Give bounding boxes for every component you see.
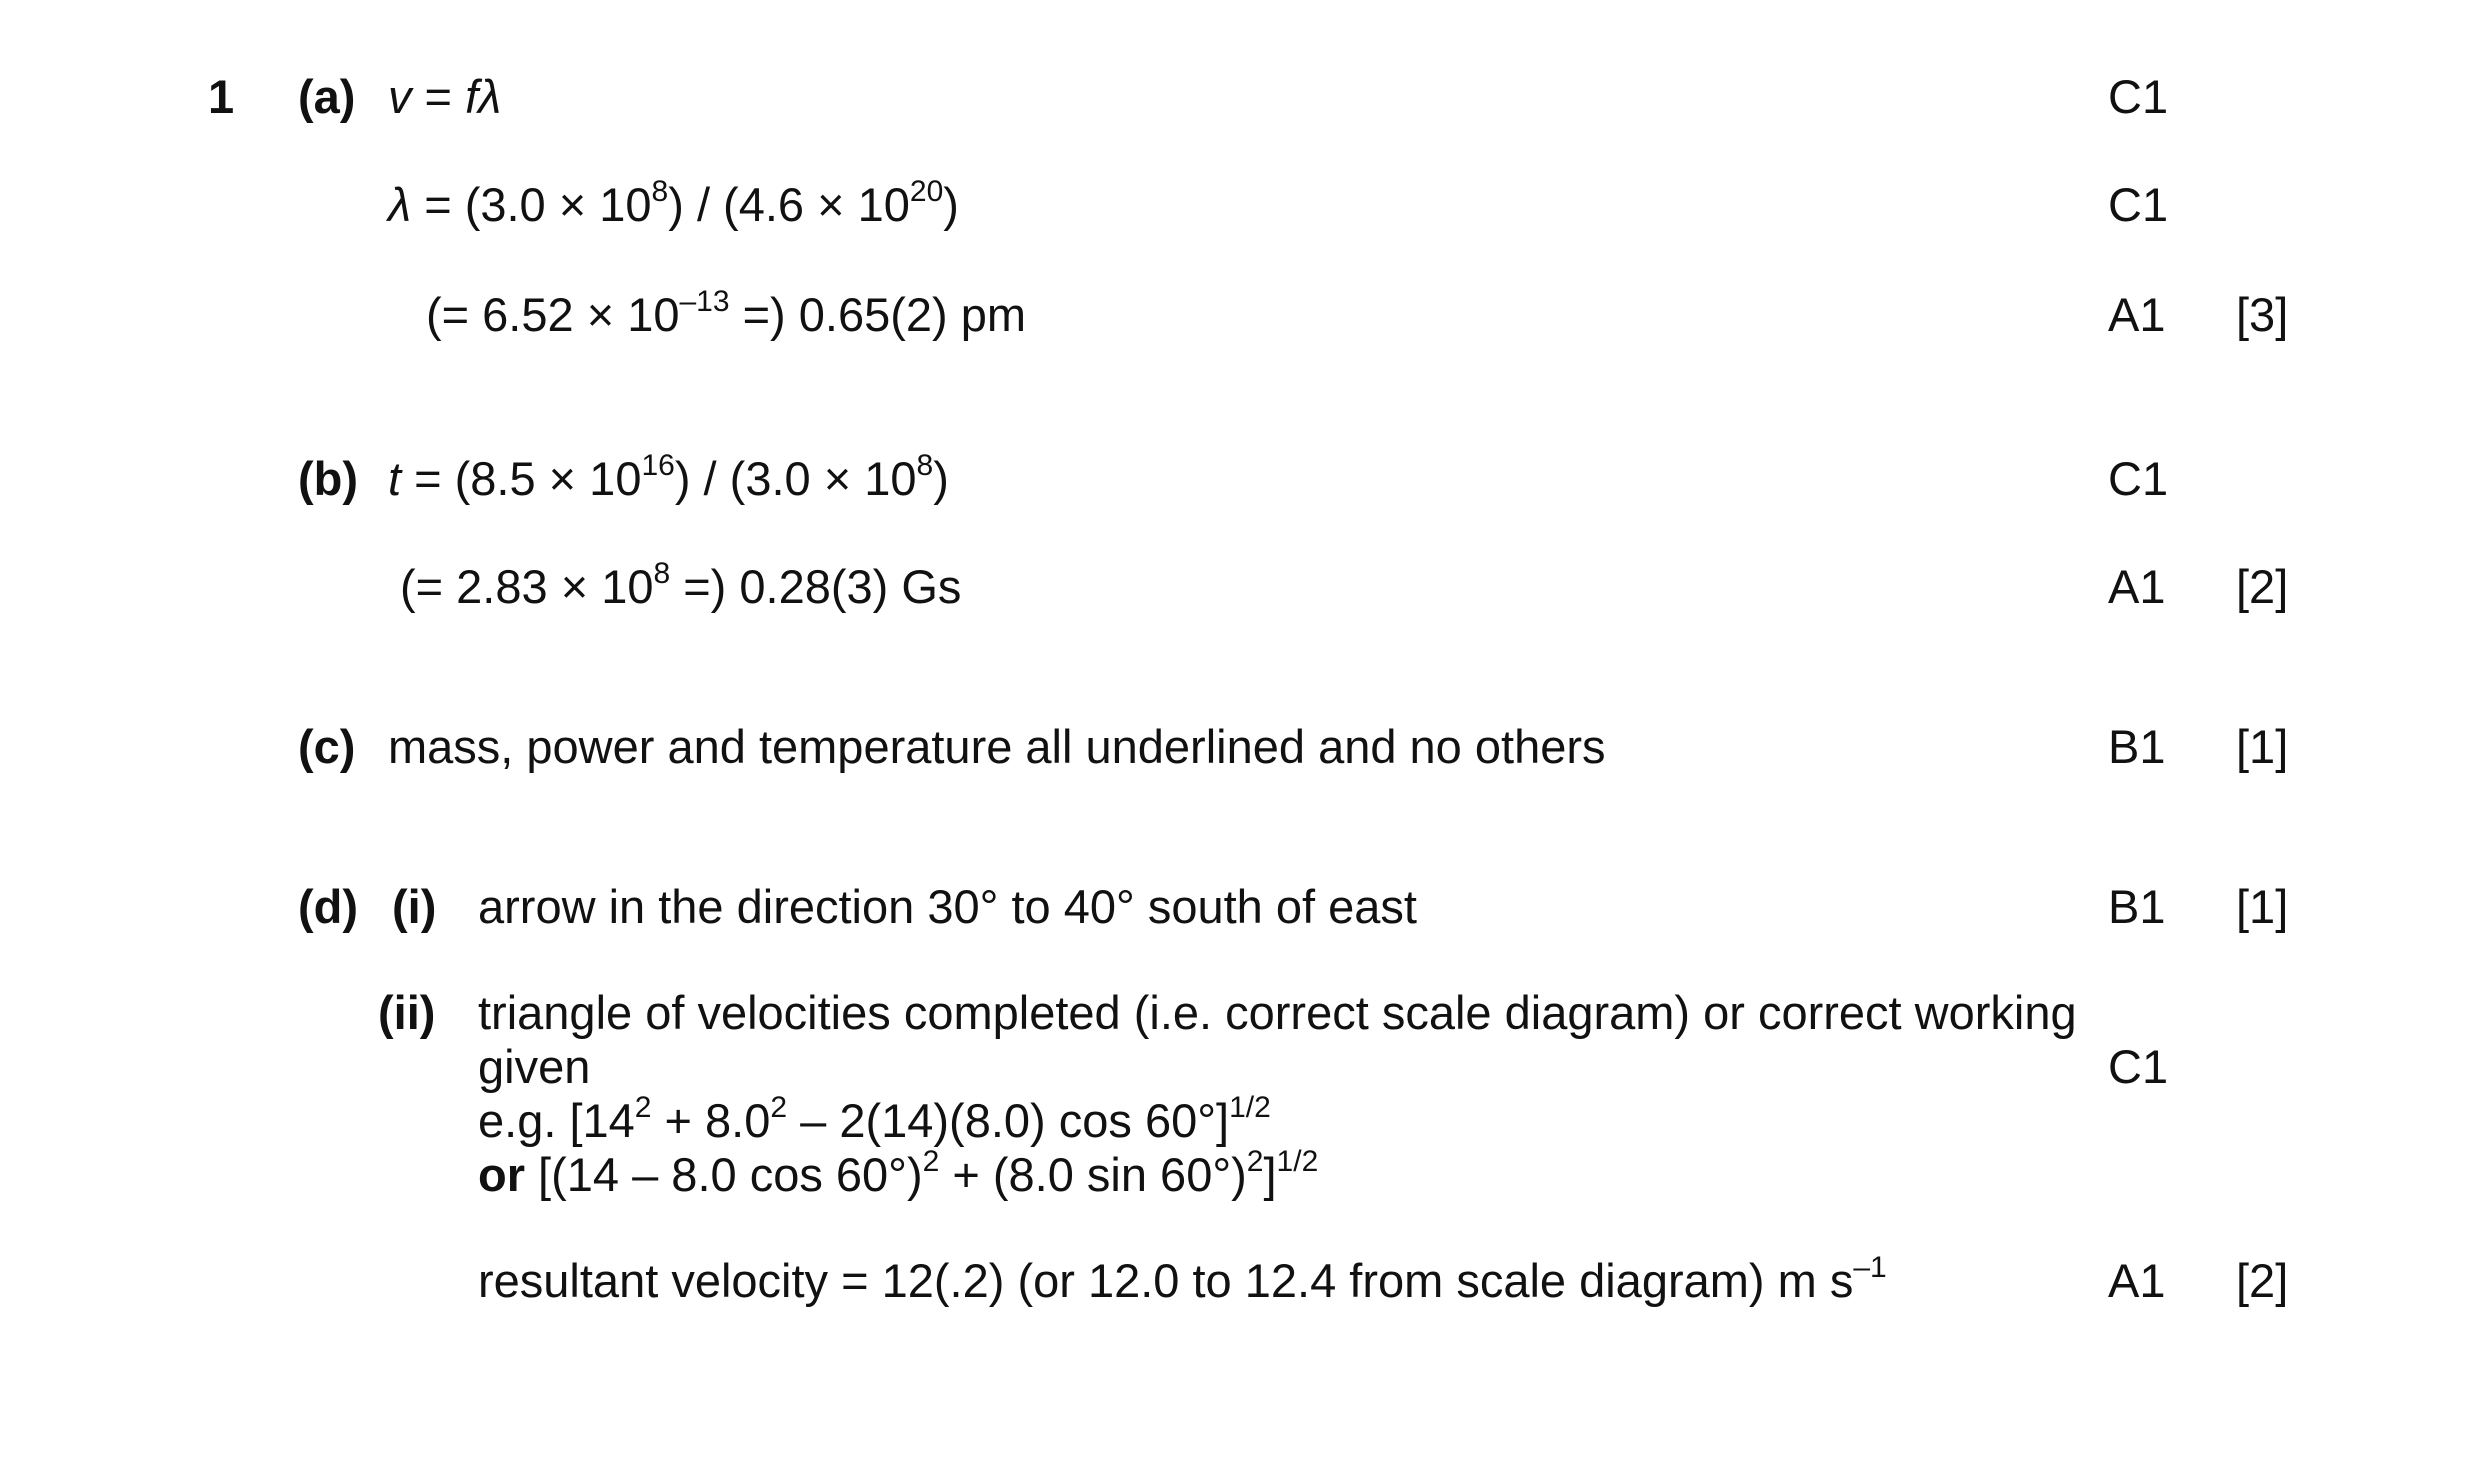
part-a-line3 bbox=[426, 285, 1027, 342]
part-c-text: mass, power and temperature all underlined and no others bbox=[388, 720, 1606, 773]
eg-part: + 8.0 bbox=[651, 1094, 771, 1147]
expression-mid: ) / (4.6 × 10 bbox=[668, 178, 910, 231]
part-d-ii-result bbox=[478, 1251, 1887, 1308]
exponent: 2 bbox=[1246, 1145, 1264, 1178]
part-d-i-total: [1] bbox=[2236, 880, 2289, 933]
part-c-mark: B1 bbox=[2108, 720, 2166, 773]
exponent: 16 bbox=[641, 449, 675, 482]
symbol-t: t bbox=[388, 452, 402, 505]
exponent: 20 bbox=[909, 175, 944, 208]
exponent: 8 bbox=[916, 449, 934, 482]
part-a-line1 bbox=[388, 70, 501, 124]
eg-part: e.g. [14 bbox=[478, 1094, 635, 1147]
part-b-line2-mark: A1 bbox=[2108, 560, 2166, 613]
symbol-v: v bbox=[388, 70, 412, 123]
question-number: 1 bbox=[208, 70, 235, 123]
part-b-total: [2] bbox=[2236, 560, 2289, 613]
exponent: –1 bbox=[1853, 1251, 1887, 1284]
part-a-line1-mark: C1 bbox=[2108, 70, 2169, 123]
exponent: 1/2 bbox=[1229, 1091, 1271, 1124]
expression-open: = (3.0 × 10 bbox=[411, 178, 652, 231]
expression-mid: ) / (3.0 × 10 bbox=[674, 452, 917, 505]
part-d-i-text: arrow in the direction 30° to 40° south of east bbox=[478, 880, 1417, 933]
or-part: [(14 – 8.0 cos 60°) bbox=[525, 1148, 923, 1201]
exponent: 1/2 bbox=[1276, 1145, 1319, 1178]
exponent: 8 bbox=[651, 175, 669, 208]
part-b-line2 bbox=[400, 557, 962, 614]
exponent: 8 bbox=[653, 557, 671, 590]
expression-close: =) 0.65(2) pm bbox=[729, 288, 1027, 341]
part-d-ii-line2: given bbox=[478, 1040, 591, 1093]
part-d-ii-eg bbox=[478, 1091, 1271, 1148]
or-word: or bbox=[478, 1148, 525, 1201]
part-c-total: [1] bbox=[2236, 720, 2289, 773]
part-d-ii-line1: triangle of velocities completed (i.e. correct scale diagram) or correct working bbox=[478, 986, 2077, 1039]
or-part: ] bbox=[1263, 1148, 1277, 1201]
expression-open: (= 6.52 × 10 bbox=[426, 288, 680, 341]
part-a-line2-mark: C1 bbox=[2108, 178, 2169, 231]
expression-close: ) bbox=[943, 178, 959, 231]
result-text: resultant velocity = 12(.2) (or 12.0 to 12.4 from scale diagram) m s bbox=[478, 1254, 1854, 1307]
part-d-label: (d) bbox=[298, 880, 359, 933]
expression-close: ) bbox=[933, 452, 949, 505]
expression-open: = (8.5 × 10 bbox=[401, 452, 642, 505]
part-c-label: (c) bbox=[298, 720, 356, 773]
part-d-ii-mark1: C1 bbox=[2108, 1040, 2169, 1093]
part-d-i-mark: B1 bbox=[2108, 880, 2166, 933]
part-a-label: (a) bbox=[298, 70, 356, 123]
part-a-line2 bbox=[388, 175, 959, 232]
expression-close: =) 0.28(3) Gs bbox=[670, 560, 962, 613]
symbol-f: f bbox=[465, 70, 479, 123]
eg-part: – 2(14)(8.0) cos 60°] bbox=[787, 1094, 1230, 1147]
part-b-line1 bbox=[388, 449, 949, 506]
part-a-line3-mark: A1 bbox=[2108, 288, 2166, 341]
part-d-i-label: (i) bbox=[392, 880, 437, 933]
part-d-ii-or bbox=[478, 1145, 1319, 1202]
exponent: 2 bbox=[770, 1091, 788, 1124]
part-d-ii-total: [2] bbox=[2236, 1254, 2289, 1307]
part-b-label: (b) bbox=[298, 452, 359, 505]
exponent: 2 bbox=[922, 1145, 940, 1178]
part-a-total: [3] bbox=[2236, 288, 2289, 341]
symbol-lambda: λ bbox=[388, 178, 412, 231]
or-part: + (8.0 sin 60°) bbox=[939, 1148, 1247, 1201]
exponent: 2 bbox=[634, 1091, 652, 1124]
symbol-lambda: λ bbox=[478, 70, 502, 123]
exponent: –13 bbox=[679, 285, 730, 318]
part-d-ii-label: (ii) bbox=[378, 986, 436, 1039]
part-b-line1-mark: C1 bbox=[2108, 452, 2169, 505]
expression-open: (= 2.83 × 10 bbox=[400, 560, 654, 613]
part-d-ii-mark2: A1 bbox=[2108, 1254, 2166, 1307]
equals: = bbox=[411, 70, 466, 123]
